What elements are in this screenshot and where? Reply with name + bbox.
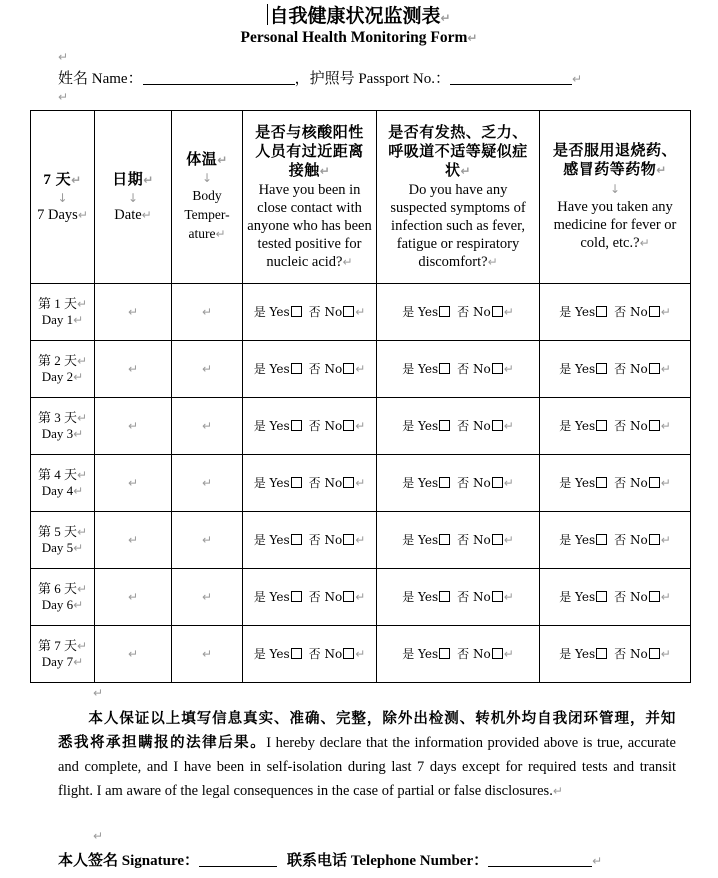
header-cn: 体温↵ — [186, 151, 228, 168]
paragraph-mark: ↵ — [552, 784, 563, 798]
day-label-en: Day 3 — [41, 426, 74, 441]
symptoms-cell — [377, 398, 540, 455]
page-title — [0, 4, 718, 30]
close-contact-cell — [243, 398, 377, 455]
no-label: 否 No — [308, 533, 343, 547]
yes-label: 是 Yes — [559, 476, 596, 490]
symptoms-cell — [377, 626, 540, 683]
table-row — [31, 626, 691, 683]
down-arrow-icon: ↓ — [127, 190, 139, 205]
yes-label: 是 Yes — [253, 419, 290, 433]
temperature-cell[interactable] — [172, 569, 243, 626]
day-cell: 第 5 天↵ Day 5↵ — [31, 512, 95, 569]
no-checkbox[interactable] — [649, 363, 660, 374]
header-symptoms — [377, 111, 540, 284]
no-label: 否 No — [457, 533, 491, 547]
no-checkbox[interactable] — [492, 420, 503, 431]
paragraph-mark: ↵ — [355, 647, 366, 661]
table-row — [31, 284, 691, 341]
day-label-en: Day 7 — [41, 654, 74, 669]
yes-label: 是 Yes — [253, 533, 290, 547]
no-checkbox[interactable] — [649, 477, 660, 488]
yes-label: 是 Yes — [402, 362, 439, 376]
date-cell[interactable] — [95, 398, 172, 455]
paragraph-mark: ↵ — [201, 419, 213, 433]
day-cell: 第 4 天↵ Day 4↵ — [31, 455, 95, 512]
no-checkbox[interactable] — [492, 363, 503, 374]
no-checkbox[interactable] — [649, 534, 660, 545]
monitoring-table — [30, 110, 691, 683]
symptoms-cell — [377, 284, 540, 341]
day-label-cn: 第 2 天 — [37, 353, 77, 368]
temperature-cell[interactable] — [172, 626, 243, 683]
paragraph-mark: ↵ — [127, 590, 139, 604]
yes-label: 是 Yes — [559, 362, 596, 376]
paragraph-mark: ↵ — [503, 305, 514, 319]
page-subtitle — [0, 28, 718, 48]
close-contact-cell — [243, 626, 377, 683]
header-cn: 是否服用退烧药、感冒药等药物↵ — [552, 143, 677, 178]
yes-label: 是 Yes — [402, 305, 439, 319]
paragraph-mark: ↵ — [660, 419, 671, 433]
day-label-cn: 第 7 天 — [37, 638, 77, 653]
no-checkbox[interactable] — [343, 306, 354, 317]
paragraph-mark: ↵ — [503, 419, 514, 433]
yes-checkbox[interactable] — [439, 420, 450, 431]
paragraph-mark: ↵ — [127, 476, 139, 490]
yes-label: 是 Yes — [559, 419, 596, 433]
title-en: Personal Health Monitoring Form — [240, 29, 468, 46]
day-label-en: Day 5 — [41, 540, 74, 555]
paragraph-mark: ↵ — [127, 305, 139, 319]
no-checkbox[interactable] — [649, 306, 660, 317]
no-checkbox[interactable] — [492, 591, 503, 602]
name-passport-line — [58, 69, 582, 89]
no-label: 否 No — [308, 305, 343, 319]
yes-checkbox[interactable] — [291, 420, 302, 431]
temperature-cell[interactable] — [172, 455, 243, 512]
yes-checkbox[interactable] — [439, 477, 450, 488]
symptoms-cell — [377, 569, 540, 626]
signature-field[interactable] — [199, 851, 277, 867]
table-header-row — [31, 111, 691, 284]
paragraph-mark: ↵ — [503, 590, 514, 604]
medicine-cell — [540, 398, 691, 455]
no-label: 否 No — [614, 419, 648, 433]
symptoms-cell — [377, 341, 540, 398]
no-label: 否 No — [614, 647, 648, 661]
medicine-cell — [540, 341, 691, 398]
close-contact-cell — [243, 284, 377, 341]
no-checkbox[interactable] — [343, 534, 354, 545]
paragraph-mark: ↵ — [503, 476, 514, 490]
no-label: 否 No — [457, 419, 491, 433]
day-label-cn: 第 6 天 — [37, 581, 77, 596]
header-en: Body Temper-ature↵ — [184, 187, 230, 241]
paragraph-mark: ↵ — [355, 419, 366, 433]
date-cell[interactable] — [95, 512, 172, 569]
paragraph-mark: ↵ — [660, 533, 671, 547]
paragraph-mark: ↵ — [127, 419, 139, 433]
temperature-cell[interactable] — [172, 512, 243, 569]
day-label-en: Day 6 — [41, 597, 74, 612]
paragraph-mark: ↵ — [201, 362, 213, 376]
day-cell: 第 7 天↵ Day 7↵ — [31, 626, 95, 683]
yes-checkbox[interactable] — [596, 420, 607, 431]
symptoms-cell — [377, 512, 540, 569]
yes-checkbox[interactable] — [596, 591, 607, 602]
paragraph-mark: ↵ — [127, 533, 139, 547]
paragraph-mark: ↵ — [503, 647, 514, 661]
down-arrow-icon: ↓ — [609, 182, 621, 196]
header-cn: 是否与核酸阳性人员有过近距离接触↵ — [255, 124, 364, 179]
date-cell[interactable] — [95, 455, 172, 512]
medicine-cell — [540, 455, 691, 512]
close-contact-cell — [243, 569, 377, 626]
header-cn: 是否有发热、乏力、呼吸道不适等疑似症状↵ — [388, 124, 528, 179]
no-checkbox[interactable] — [492, 534, 503, 545]
day-label-en: Day 1 — [41, 312, 74, 327]
date-cell[interactable] — [95, 284, 172, 341]
yes-label: 是 Yes — [559, 647, 596, 661]
header-en: Have you been in close contact with anyone who has been tested positive for nucleic acid?↵ — [247, 181, 372, 270]
yes-label: 是 Yes — [559, 305, 596, 319]
day-label-en: Day 2 — [41, 369, 74, 384]
paragraph-mark: ↵ — [93, 686, 104, 700]
table-row — [31, 512, 691, 569]
yes-checkbox[interactable] — [291, 363, 302, 374]
no-checkbox[interactable] — [343, 363, 354, 374]
paragraph-mark: ↵ — [503, 533, 514, 547]
no-checkbox[interactable] — [492, 306, 503, 317]
separator: ， — [294, 71, 310, 87]
yes-label: 是 Yes — [253, 647, 290, 661]
yes-checkbox[interactable] — [291, 534, 302, 545]
no-label: 否 No — [457, 647, 491, 661]
signature-phone-line — [58, 851, 602, 871]
paragraph-mark: ↵ — [201, 647, 213, 661]
yes-checkbox[interactable] — [596, 477, 607, 488]
no-checkbox[interactable] — [649, 420, 660, 431]
day-label-cn: 第 1 天 — [37, 296, 77, 311]
no-label: 否 No — [614, 362, 648, 376]
down-arrow-icon: ↓ — [57, 190, 68, 205]
yes-label: 是 Yes — [402, 419, 439, 433]
day-cell: 第 3 天↵ Day 3↵ — [31, 398, 95, 455]
no-label: 否 No — [308, 419, 343, 433]
yes-checkbox[interactable] — [291, 648, 302, 659]
paragraph-mark: ↵ — [58, 90, 69, 104]
yes-checkbox[interactable] — [439, 648, 450, 659]
no-label: 否 No — [614, 590, 648, 604]
temperature-cell[interactable] — [172, 341, 243, 398]
close-contact-cell — [243, 341, 377, 398]
paragraph-mark: ↵ — [201, 305, 213, 319]
no-checkbox[interactable] — [343, 420, 354, 431]
paragraph-mark: ↵ — [572, 72, 583, 86]
no-label: 否 No — [308, 362, 343, 376]
day-cell: 第 2 天↵ Day 2↵ — [31, 341, 95, 398]
table-row — [31, 341, 691, 398]
no-label: 否 No — [308, 590, 343, 604]
yes-label: 是 Yes — [253, 590, 290, 604]
yes-checkbox[interactable] — [291, 477, 302, 488]
header-en: 7 Days↵ — [37, 206, 88, 223]
passport-field[interactable] — [450, 69, 572, 85]
yes-label: 是 Yes — [402, 590, 439, 604]
medicine-cell — [540, 284, 691, 341]
yes-checkbox[interactable] — [596, 648, 607, 659]
symptoms-cell — [377, 455, 540, 512]
day-label-en: Day 4 — [41, 483, 74, 498]
paragraph-mark: ↵ — [660, 590, 671, 604]
no-label: 否 No — [308, 476, 343, 490]
paragraph-mark: ↵ — [201, 476, 213, 490]
table-row — [31, 569, 691, 626]
table-row — [31, 455, 691, 512]
no-label: 否 No — [308, 647, 343, 661]
paragraph-mark: ↵ — [93, 829, 104, 843]
paragraph-mark: ↵ — [467, 31, 478, 45]
yes-label: 是 Yes — [253, 362, 290, 376]
paragraph-mark: ↵ — [660, 305, 671, 319]
yes-checkbox[interactable] — [291, 306, 302, 317]
yes-checkbox[interactable] — [439, 306, 450, 317]
name-label: 姓名 Name： — [58, 71, 143, 87]
paragraph-mark: ↵ — [660, 647, 671, 661]
paragraph-mark: ↵ — [355, 362, 366, 376]
paragraph-mark: ↵ — [660, 362, 671, 376]
date-cell[interactable] — [95, 626, 172, 683]
yes-checkbox[interactable] — [596, 363, 607, 374]
down-arrow-icon: ↓ — [201, 170, 213, 185]
header-days — [31, 111, 95, 284]
yes-label: 是 Yes — [253, 476, 290, 490]
paragraph-mark: ↵ — [592, 854, 603, 868]
paragraph-mark: ↵ — [58, 50, 69, 64]
yes-checkbox[interactable] — [596, 534, 607, 545]
no-checkbox[interactable] — [343, 648, 354, 659]
paragraph-mark: ↵ — [503, 362, 514, 376]
no-label: 否 No — [614, 305, 648, 319]
no-label: 否 No — [457, 590, 491, 604]
no-label: 否 No — [457, 476, 491, 490]
no-checkbox[interactable] — [343, 591, 354, 602]
day-label-cn: 第 5 天 — [37, 524, 77, 539]
yes-checkbox[interactable] — [439, 534, 450, 545]
yes-label: 是 Yes — [402, 533, 439, 547]
yes-label: 是 Yes — [402, 647, 439, 661]
paragraph-mark: ↵ — [127, 647, 139, 661]
header-en: Do you have any suspected symptoms of infection such as fever, fatigue or respiratory discomfort?↵ — [390, 181, 526, 270]
yes-checkbox[interactable] — [439, 363, 450, 374]
day-label-cn: 第 3 天 — [37, 410, 77, 425]
paragraph-mark: ↵ — [127, 362, 139, 376]
paragraph-mark: ↵ — [355, 533, 366, 547]
phone-field[interactable] — [488, 851, 592, 867]
temperature-cell[interactable] — [172, 284, 243, 341]
declaration-en: I hereby declare that the information provided above is true, accurate and complete, and I have been in self-isolation during last 7 days except for required tests and transit flight. I am aware of the legal consequences in the case of partial or false disclosures. — [58, 735, 676, 799]
paragraph-mark: ↵ — [440, 11, 451, 25]
day-cell: 第 1 天↵ Day 1↵ — [31, 284, 95, 341]
signature-label: 本人签名 Signature： — [58, 853, 199, 869]
paragraph-mark: ↵ — [201, 590, 213, 604]
title-cn: 自我健康状况监测表 — [269, 6, 441, 27]
no-label: 否 No — [457, 362, 491, 376]
medicine-cell — [540, 626, 691, 683]
declaration-cn: 本人保证以上填写信息真实、准确、完整，除外出检测、转机外均自我闭环管理，并知悉我将承担瞒报的法律后果。 — [58, 711, 676, 751]
paragraph-mark: ↵ — [660, 476, 671, 490]
paragraph-mark: ↵ — [355, 590, 366, 604]
no-label: 否 No — [457, 305, 491, 319]
yes-label: 是 Yes — [402, 476, 439, 490]
header-date — [95, 111, 172, 284]
medicine-cell — [540, 512, 691, 569]
yes-label: 是 Yes — [559, 533, 596, 547]
yes-checkbox[interactable] — [291, 591, 302, 602]
date-cell[interactable] — [95, 569, 172, 626]
header-en: Have you taken any medicine for fever or cold, etc.?↵ — [553, 199, 677, 251]
no-checkbox[interactable] — [492, 477, 503, 488]
header-medicine — [540, 111, 691, 284]
no-checkbox[interactable] — [343, 477, 354, 488]
medicine-cell — [540, 569, 691, 626]
temperature-cell[interactable] — [172, 398, 243, 455]
no-checkbox[interactable] — [492, 648, 503, 659]
header-body-temperature — [172, 111, 243, 284]
header-cn: 日期↵ — [112, 171, 154, 188]
phone-label: 联系电话 Telephone Number： — [287, 853, 489, 869]
header-close-contact — [243, 111, 377, 284]
yes-checkbox[interactable] — [439, 591, 450, 602]
yes-label: 是 Yes — [559, 590, 596, 604]
passport-label: 护照号 Passport No.： — [309, 71, 451, 87]
no-label: 否 No — [614, 476, 648, 490]
close-contact-cell — [243, 512, 377, 569]
declaration-paragraph — [58, 707, 676, 803]
header-cn: 7 天↵ — [43, 171, 82, 188]
paragraph-mark: ↵ — [201, 533, 213, 547]
day-cell: 第 6 天↵ Day 6↵ — [31, 569, 95, 626]
day-label-cn: 第 4 天 — [37, 467, 77, 482]
no-checkbox[interactable] — [649, 591, 660, 602]
no-label: 否 No — [614, 533, 648, 547]
name-field[interactable] — [143, 69, 295, 85]
yes-checkbox[interactable] — [596, 306, 607, 317]
paragraph-mark: ↵ — [355, 476, 366, 490]
paragraph-mark: ↵ — [355, 305, 366, 319]
date-cell[interactable] — [95, 341, 172, 398]
no-checkbox[interactable] — [649, 648, 660, 659]
header-en: Date↵ — [114, 206, 152, 223]
close-contact-cell — [243, 455, 377, 512]
table-row — [31, 398, 691, 455]
yes-label: 是 Yes — [253, 305, 290, 319]
